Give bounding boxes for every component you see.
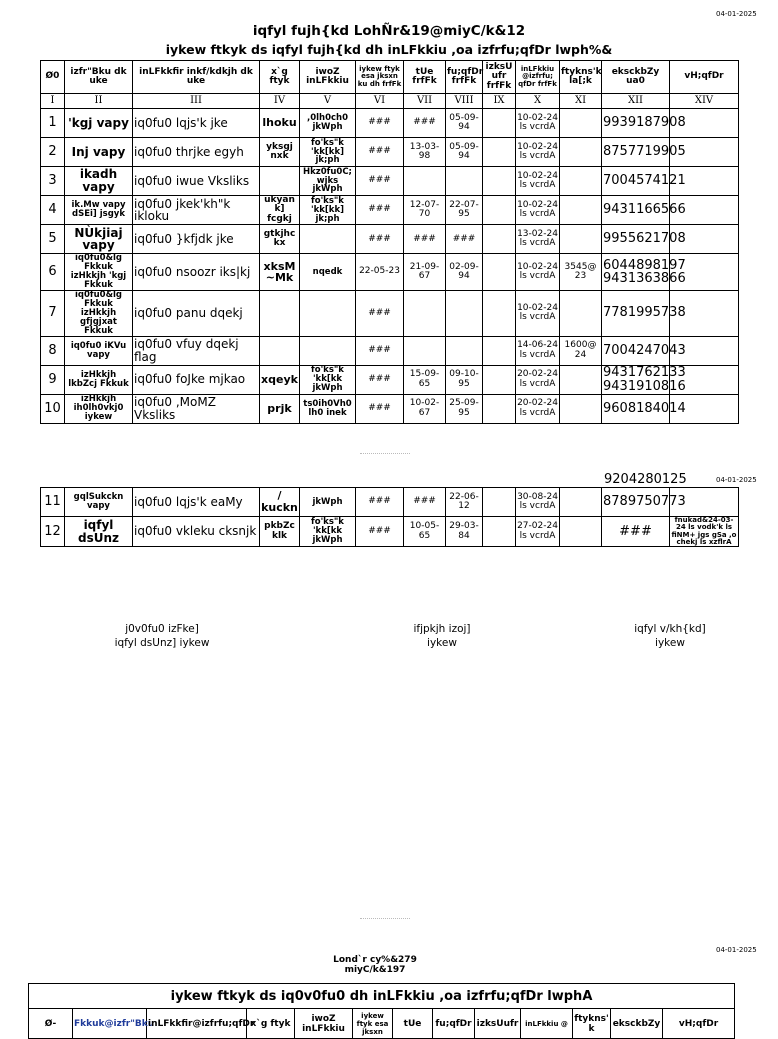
row-home-district	[260, 291, 300, 337]
row-home-district: yksgj nxk	[260, 138, 300, 167]
row-dob: 10-02-67	[404, 394, 446, 423]
col-header-home-district: x`g ftyk	[260, 61, 300, 94]
row-mobile: 9431166566	[602, 196, 670, 225]
row-station-name: izHkkjh ih0lh0vkj0 iykew	[65, 394, 133, 423]
row-join-date: ###	[356, 109, 404, 138]
row-appointment-date: 05-09-94	[446, 138, 483, 167]
row-home-district: / kuckn	[260, 488, 300, 517]
col-header-appointment: fu;qfDr	[433, 1009, 475, 1039]
row-serial-number: 7	[41, 291, 65, 337]
row-serial-number: 6	[41, 254, 65, 291]
table-row	[41, 336, 739, 365]
row-dob: ###	[404, 225, 446, 254]
row-mobile: 9608184014	[602, 394, 670, 423]
row-officer-name: iq0fu0 jkek'kh"k ikloku	[133, 196, 260, 225]
row-officer-name: iq0fu0 nsoozr iks|kj	[133, 254, 260, 291]
row-order-number: 3545@ 23	[560, 254, 602, 291]
row-mobile: 6044898197 9431363866	[602, 254, 670, 291]
col-header-sno: Ø-	[29, 1009, 73, 1039]
roman-numeral: XI	[560, 94, 602, 109]
row-station-name: izHkkjh lkbZcj Fkkuk	[65, 365, 133, 394]
row-station-name: gqlSukckn vapy	[65, 488, 133, 517]
row-station-name: NÙkjiaj vapy	[65, 225, 133, 254]
col-header-join-date: iykew ftyk esa jksxn ku dh frfFk	[356, 61, 404, 94]
row-mobile: 8789750773	[602, 488, 670, 517]
row-previous-posting: fo'ks"k 'kk[kk jkWph	[300, 365, 356, 394]
table-row	[41, 225, 739, 254]
row-home-district: prjk	[260, 394, 300, 423]
row-appointment-date: 22-06-12	[446, 488, 483, 517]
row-officer-name: iq0fu0 thrjke egyh	[133, 138, 260, 167]
row-home-district: lhoku	[260, 109, 300, 138]
roman-numeral: V	[300, 94, 356, 109]
col-header-posting-date: inLFkkiu @	[521, 1009, 573, 1039]
roman-numeral: IX	[483, 94, 516, 109]
col-header-station: Fkkuk@izfr"Bku	[73, 1009, 147, 1039]
row-promotion-date	[483, 138, 516, 167]
row-appointment-date	[446, 336, 483, 365]
row-previous-posting: jkWph	[300, 488, 356, 517]
row-posting-date: 14-06-24 ls vcrdA	[516, 336, 560, 365]
row-officer-name: iq0fu0 }kfjdk jke	[133, 225, 260, 254]
row-serial-number: 12	[41, 517, 65, 547]
row-promotion-date	[483, 517, 516, 547]
row-mobile: 7004247043	[602, 336, 670, 365]
row-station-name: iq0fu0&lg Fkkuk izHkkjh gfjgjxat Fkkuk	[65, 291, 133, 337]
roman-numeral: X	[516, 94, 560, 109]
row-join-date: ###	[356, 138, 404, 167]
roster-table-page2	[40, 487, 739, 547]
row-mobile: 8757719905	[602, 138, 670, 167]
print-date: 04-01-2025	[716, 946, 757, 954]
row-appointment-date: 22-07-95	[446, 196, 483, 225]
row-join-date: ###	[356, 225, 404, 254]
col-header-station: izfr"Bku dk uke	[65, 61, 133, 94]
row-serial-number: 9	[41, 365, 65, 394]
roman-numeral: III	[133, 94, 260, 109]
page-break-marker	[360, 453, 410, 454]
row-promotion-date	[483, 196, 516, 225]
row-posting-date: 13-02-24 ls vcrdA	[516, 225, 560, 254]
row-home-district	[260, 167, 300, 196]
row-dob: 12-07-70	[404, 196, 446, 225]
signature-block-sp	[610, 623, 730, 650]
row-appointment-date	[446, 291, 483, 337]
row-promotion-date	[483, 167, 516, 196]
row-officer-name: iq0fu0 foJke mjkao	[133, 365, 260, 394]
roman-numeral: I	[41, 94, 65, 109]
row-officer-name: iq0fu0 vfuy dqekj flag	[133, 336, 260, 365]
row-dob	[404, 336, 446, 365]
table-row	[41, 488, 739, 517]
table-row	[41, 109, 739, 138]
row-promotion-date	[483, 225, 516, 254]
signature-office: iykew	[427, 636, 457, 649]
row-serial-number: 10	[41, 394, 65, 423]
col-header-promotion: izksU ufr frfFk	[483, 61, 516, 94]
row-appointment-date: 02-09-94	[446, 254, 483, 291]
roman-numeral: VII	[404, 94, 446, 109]
row-promotion-date	[483, 336, 516, 365]
row-dob: ###	[404, 109, 446, 138]
row-posting-date: 10-02-24 ls vcrdA	[516, 138, 560, 167]
row-order-number	[560, 365, 602, 394]
row-promotion-date	[483, 254, 516, 291]
row-officer-name: iq0fu0 lqjs'k jke	[133, 109, 260, 138]
row-promotion-date	[483, 394, 516, 423]
col-header-promotion: izksUufr	[475, 1009, 521, 1039]
table-title: iykew ftkyk ds iq0v0fu0 dh inLFkkiu ,oa izfrfu;qfDr lwphA	[29, 984, 735, 1009]
row-join-date: 22-05-23	[356, 254, 404, 291]
col-header-officer: inLFkkfir inkf/kdkjh dk uke	[133, 61, 260, 94]
row-join-date: ###	[356, 488, 404, 517]
table-row	[41, 167, 739, 196]
row-appointment-date: 29-03-84	[446, 517, 483, 547]
row-previous-posting: nqedk	[300, 254, 356, 291]
continued-mobile: 9204280125	[604, 472, 687, 487]
row-station-name: 'kgj vapy	[65, 109, 133, 138]
row-join-date: ###	[356, 394, 404, 423]
row-remark: fnukad&24-03-24 ls vodk'k ls fiNM+ jgs gSa ,o chekj ls xzflrA	[671, 516, 737, 547]
row-mobile: 9431762133 9431910816	[603, 364, 686, 394]
page-title: iqfyl fujh{kd LohÑr&19@miyC/k&12	[252, 23, 526, 39]
row-order-number	[560, 225, 602, 254]
row-join-date: ###	[356, 365, 404, 394]
row-mobile: 7004574121	[602, 167, 670, 196]
row-serial-number: 11	[41, 488, 65, 517]
row-serial-number: 1	[41, 109, 65, 138]
signature-block-inspector	[382, 623, 502, 650]
col-header-mobile: eksckbZy	[611, 1009, 663, 1039]
row-mobile: 7781995738	[602, 291, 670, 337]
col-header-order-no: ftykns' k	[573, 1009, 611, 1039]
row-serial-number: 2	[41, 138, 65, 167]
row-promotion-date	[483, 488, 516, 517]
print-date: 04-01-2025	[716, 10, 757, 18]
table-row	[41, 291, 739, 337]
row-join-date: ###	[356, 167, 404, 196]
row-previous-posting: fo'ks"k 'kk[kk jkWph	[300, 517, 356, 547]
col-header-join-date: iykew ftyk esa jksxn	[353, 1009, 393, 1039]
row-previous-posting: ts0ih0Vh0 lh0 inek	[300, 394, 356, 423]
signature-title: iqfyl v/kh{kd]	[634, 623, 706, 635]
col-header-prev-posting: iwoZ inLFkkiu	[300, 61, 356, 94]
row-previous-posting: ,0lh0ch0 jkWph	[300, 109, 356, 138]
col-header-appointment: fu;qfDr frfFk	[446, 61, 483, 94]
col-header-dob: tUe frfFk	[404, 61, 446, 94]
row-mobile: 9955621708	[602, 225, 670, 254]
row-previous-posting: fo'ks"k 'kk[kk] jk;ph	[300, 196, 356, 225]
row-dob	[404, 291, 446, 337]
signature-title: ifjpkjh izoj]	[413, 623, 471, 635]
row-order-number	[560, 394, 602, 423]
row-home-district: xqeyk	[260, 365, 300, 394]
roman-numeral-row	[41, 94, 739, 109]
print-date: 04-01-2025	[716, 476, 757, 484]
row-dob: 15-09-65	[404, 365, 446, 394]
row-serial-number: 5	[41, 225, 65, 254]
roman-numeral: XII	[602, 94, 670, 109]
row-join-date: ###	[356, 336, 404, 365]
roster-table-page1	[40, 60, 739, 424]
table-row	[41, 517, 739, 547]
row-posting-date: 10-02-24 ls vcrdA	[516, 291, 560, 337]
row-appointment-date: 25-09-95	[446, 394, 483, 423]
roster-table-page3	[28, 983, 735, 1039]
row-officer-name: iq0fu0 ,MoMZ Vksliks	[133, 394, 260, 423]
row-serial-number: 3	[41, 167, 65, 196]
row-posting-date: 30-08-24 ls vcrdA	[516, 488, 560, 517]
row-officer-name: iq0fu0 lqjs'k eaMy	[133, 488, 260, 517]
row-dob: 21-09-67	[404, 254, 446, 291]
row-order-number	[560, 196, 602, 225]
table-row	[41, 394, 739, 423]
row-previous-posting: fo'ks"k 'kk[kk] jk;ph	[300, 138, 356, 167]
col-header-remark: vH;qfDr	[670, 61, 739, 94]
row-serial-number: 4	[41, 196, 65, 225]
page-subtitle: iykew ftkyk ds iqfyl fujh{kd dh inLFkkiu ,oa izfrfu;qfDr lwph%&	[165, 42, 613, 57]
signature-block-rsi	[96, 623, 228, 650]
row-posting-date: 27-02-24 ls vcrdA	[516, 517, 560, 547]
row-appointment-date: 05-09-94	[446, 109, 483, 138]
table-row	[41, 254, 739, 291]
col-header-remark: vH;qfDr	[663, 1009, 735, 1039]
col-header-home-district: x`g ftyk	[247, 1009, 295, 1039]
row-home-district: gtkjhc kx	[260, 225, 300, 254]
row-order-number	[560, 167, 602, 196]
row-appointment-date	[446, 167, 483, 196]
col-header-sno: Ø0	[41, 61, 65, 94]
row-station-name: iq0fu0 iKVu vapy	[65, 336, 133, 365]
row-officer-name: iq0fu0 iwue Vksliks	[133, 167, 260, 196]
row-previous-posting	[300, 336, 356, 365]
row-posting-date: 20-02-24 ls vcrdA	[516, 394, 560, 423]
row-mobile: ###	[602, 517, 670, 547]
row-dob: 13-03-98	[404, 138, 446, 167]
row-home-district: pkbZc klk	[260, 517, 300, 547]
signature-office: iqfyl dsUnz] iykew	[114, 636, 210, 649]
col-header-posting-date: inLFkkiu @izfrfu; qfDr frfFk	[516, 61, 560, 94]
row-promotion-date	[483, 109, 516, 138]
row-previous-posting: Hkz0fu0C; wjks jkWph	[300, 167, 356, 196]
row-posting-date: 20-02-24 ls vcrdA	[516, 365, 560, 394]
roman-numeral: XIV	[670, 94, 739, 109]
sanctioned-strength: Lond`r cy%&279	[333, 955, 417, 965]
row-order-number	[560, 517, 602, 547]
row-order-number	[560, 291, 602, 337]
row-join-date: ###	[356, 517, 404, 547]
row-home-district: xksM ~Mk	[260, 254, 300, 291]
row-order-number	[560, 138, 602, 167]
row-station-name: iqfyl dsUnz	[65, 517, 133, 547]
available-strength: miyC/k&197	[344, 965, 406, 975]
row-station-name: ikadh vapy	[65, 167, 133, 196]
roman-numeral: VIII	[446, 94, 483, 109]
col-header-order-no: ftykns'k la[;k	[560, 61, 602, 94]
row-dob: ###	[404, 488, 446, 517]
row-posting-date: 10-02-24 ls vcrdA	[516, 254, 560, 291]
row-previous-posting	[300, 225, 356, 254]
col-header-officer: inLFkkfir@izfrfu;qfDr	[147, 1009, 247, 1039]
signature-title: j0v0fu0 izFke]	[125, 623, 199, 635]
table-row	[41, 196, 739, 225]
col-header-prev-posting: iwoZ inLFkkiu	[295, 1009, 353, 1039]
row-station-name: iq0fu0&lg Fkkuk izHkkjh 'kgj Fkkuk	[65, 254, 133, 291]
row-officer-name: iq0fu0 panu dqekj	[133, 291, 260, 337]
row-appointment-date: 09-10-95	[446, 365, 483, 394]
row-mobile: 9939187908	[602, 109, 670, 138]
row-home-district: ukyan k] fcgkj	[260, 196, 300, 225]
row-order-number: 1600@ 24	[560, 336, 602, 365]
page-break-marker	[360, 918, 410, 919]
row-posting-date: 10-02-24 ls vcrdA	[516, 167, 560, 196]
row-order-number	[560, 488, 602, 517]
row-promotion-date	[483, 365, 516, 394]
row-previous-posting	[300, 291, 356, 337]
col-header-mobile: eksckbZy ua0	[602, 61, 670, 94]
row-posting-date: 10-02-24 ls vcrdA	[516, 109, 560, 138]
row-dob	[404, 167, 446, 196]
roman-numeral: IV	[260, 94, 300, 109]
roman-numeral: VI	[356, 94, 404, 109]
table-row	[41, 138, 739, 167]
row-home-district	[260, 336, 300, 365]
row-promotion-date	[483, 291, 516, 337]
row-officer-name: iq0fu0 vkleku cksnjk	[133, 517, 260, 547]
col-header-dob: tUe	[393, 1009, 433, 1039]
row-station-name: ik.Mw vapy dSEi] jsgyk	[65, 196, 133, 225]
row-dob: 10-05-65	[404, 517, 446, 547]
row-posting-date: 10-02-24 ls vcrdA	[516, 196, 560, 225]
row-join-date: ###	[356, 196, 404, 225]
roman-numeral: II	[65, 94, 133, 109]
row-order-number	[560, 109, 602, 138]
row-serial-number: 8	[41, 336, 65, 365]
table-row	[41, 365, 739, 394]
row-appointment-date: ###	[446, 225, 483, 254]
header-row	[41, 61, 739, 94]
row-station-name: Inj vapy	[65, 138, 133, 167]
row-join-date: ###	[356, 291, 404, 337]
signature-office: iykew	[655, 636, 685, 649]
